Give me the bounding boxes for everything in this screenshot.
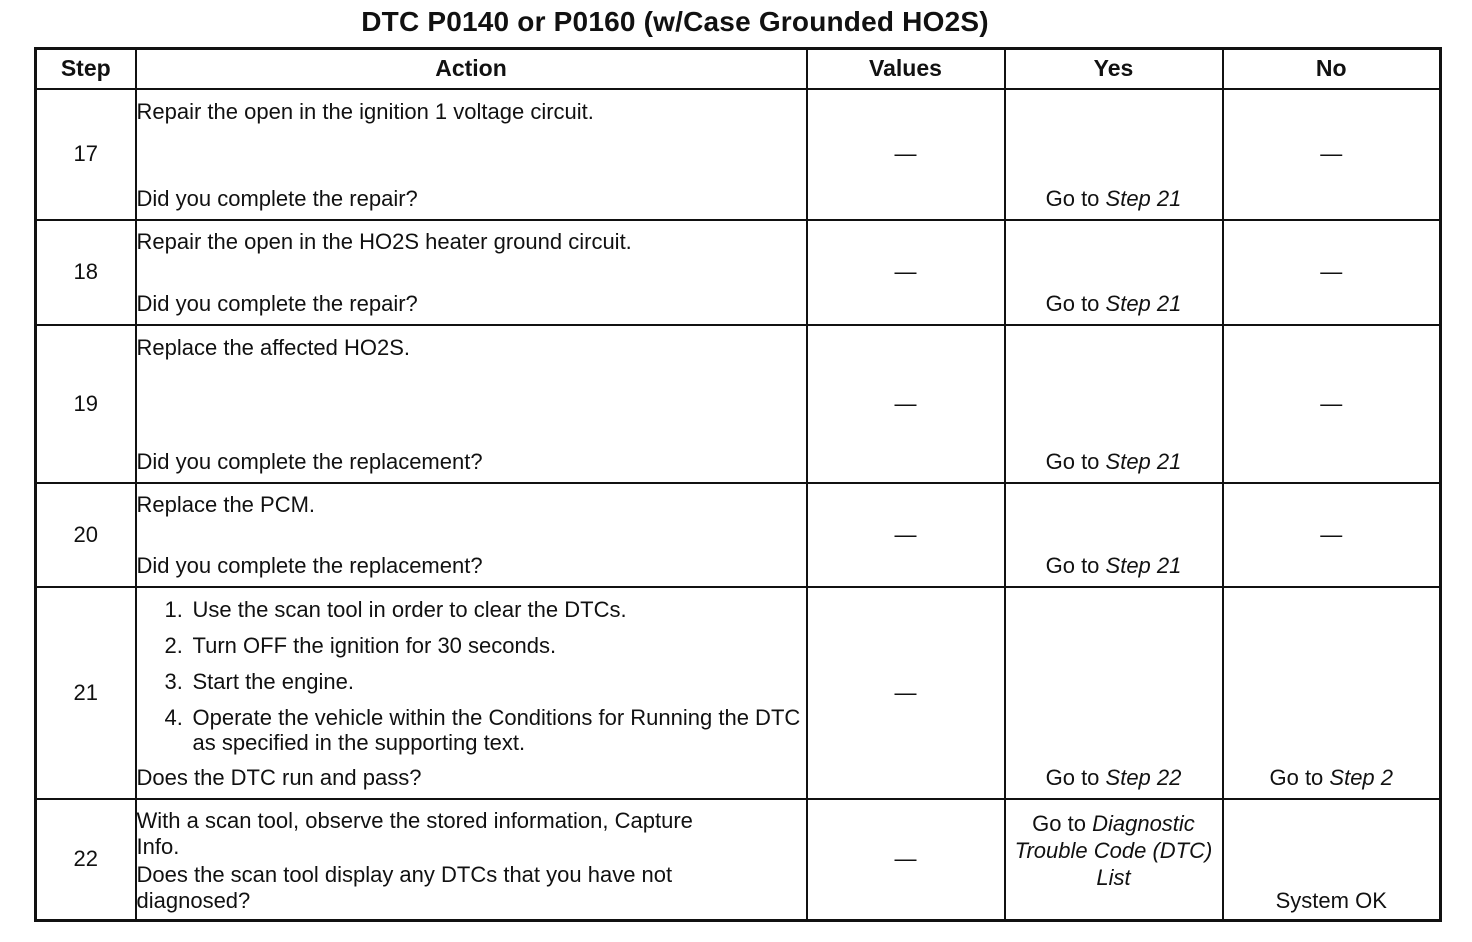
action-steps-list [137,597,806,755]
step-number: 17 [36,89,136,220]
action-cell [136,483,807,587]
table-row [36,799,1441,921]
action-question: Does the scan tool display any DTCs that you have not diagnosed? [136,862,673,914]
action-question: Did you complete the repair? [136,185,418,211]
table-row [36,89,1441,220]
yes-goto: Go to Step 21 [1045,552,1182,578]
values-cell: — [807,483,1005,587]
values-cell: — [807,587,1005,799]
action-instruction: With a scan tool, observe the stored information, Capture Info. [136,808,693,860]
no-cell: — [1223,325,1441,483]
step-number: 20 [36,483,136,587]
table-row [36,325,1441,483]
action-cell [136,325,807,483]
no-cell: — [1223,89,1441,220]
yes-cell [1005,325,1223,483]
action-instruction: Repair the open in the ignition 1 voltage circuit. [136,98,594,124]
yes-cell [1005,220,1223,325]
action-instruction: Replace the PCM. [136,491,316,517]
step-number: 21 [36,587,136,799]
no-cell [1223,799,1441,921]
list-item: 2. Turn OFF the ignition for 30 seconds. [164,632,557,658]
action-instruction: Replace the affected HO2S. [136,334,411,360]
header-row [36,49,1441,89]
step-number: 18 [36,220,136,325]
action-question: Did you complete the replacement? [136,552,483,578]
step-reference: Step 2 [1329,764,1394,790]
no-goto: Go to Step 2 [1269,764,1394,790]
yes-goto: Go to Step 21 [1045,290,1182,316]
step-reference: Step 21 [1105,552,1182,578]
header-no: No [1223,49,1441,89]
table-row [36,220,1441,325]
header-action: Action [136,49,807,89]
header-step: Step [36,49,136,89]
table-row [36,587,1441,799]
yes-goto: Go to Step 21 [1045,185,1182,211]
step-reference: Step 21 [1105,290,1182,316]
values-cell: — [807,89,1005,220]
yes-goto: Go to Step 22 [1045,764,1182,790]
action-question: Did you complete the replacement? [136,448,483,474]
yes-goto: Go to Step 21 [1045,448,1182,474]
yes-cell [1005,799,1223,921]
action-cell [136,587,807,799]
action-question: Did you complete the repair? [136,290,418,316]
yes-cell [1005,89,1223,220]
yes-cell [1005,587,1223,799]
no-cell: — [1223,483,1441,587]
step-reference: Step 21 [1105,185,1182,211]
header-values: Values [807,49,1005,89]
list-item: 1. Use the scan tool in order to clear the DTCs. [164,596,627,622]
values-cell: — [807,799,1005,921]
list-item: 3. Start the engine. [164,668,354,694]
step-reference: Step 22 [1105,764,1182,790]
yes-goto: Go to Diagnostic Trouble Code (DTC) List [1014,810,1213,890]
yes-cell [1005,483,1223,587]
system-ok-text: System OK [1275,888,1387,914]
step-number: 22 [36,799,136,921]
action-instruction: Repair the open in the HO2S heater ground circuit. [136,228,632,254]
diagnostic-table [34,47,1442,922]
step-number: 19 [36,325,136,483]
action-cell [136,89,807,220]
table-row [36,483,1441,587]
action-cell [136,799,807,921]
step-reference: Step 21 [1105,448,1182,474]
page-title: DTC P0140 or P0160 (w/Case Grounded HO2S) [361,6,989,37]
no-cell [1223,587,1441,799]
dtc-list-reference: Diagnostic Trouble Code (DTC) List [1014,810,1213,890]
header-yes: Yes [1005,49,1223,89]
action-question: Does the DTC run and pass? [136,764,422,790]
values-cell: — [807,325,1005,483]
no-cell: — [1223,220,1441,325]
list-item: 4. Operate the vehicle within the Conditions for Running the DTC as specified in the supporting text. [164,704,801,755]
action-cell [136,220,807,325]
values-cell: — [807,220,1005,325]
